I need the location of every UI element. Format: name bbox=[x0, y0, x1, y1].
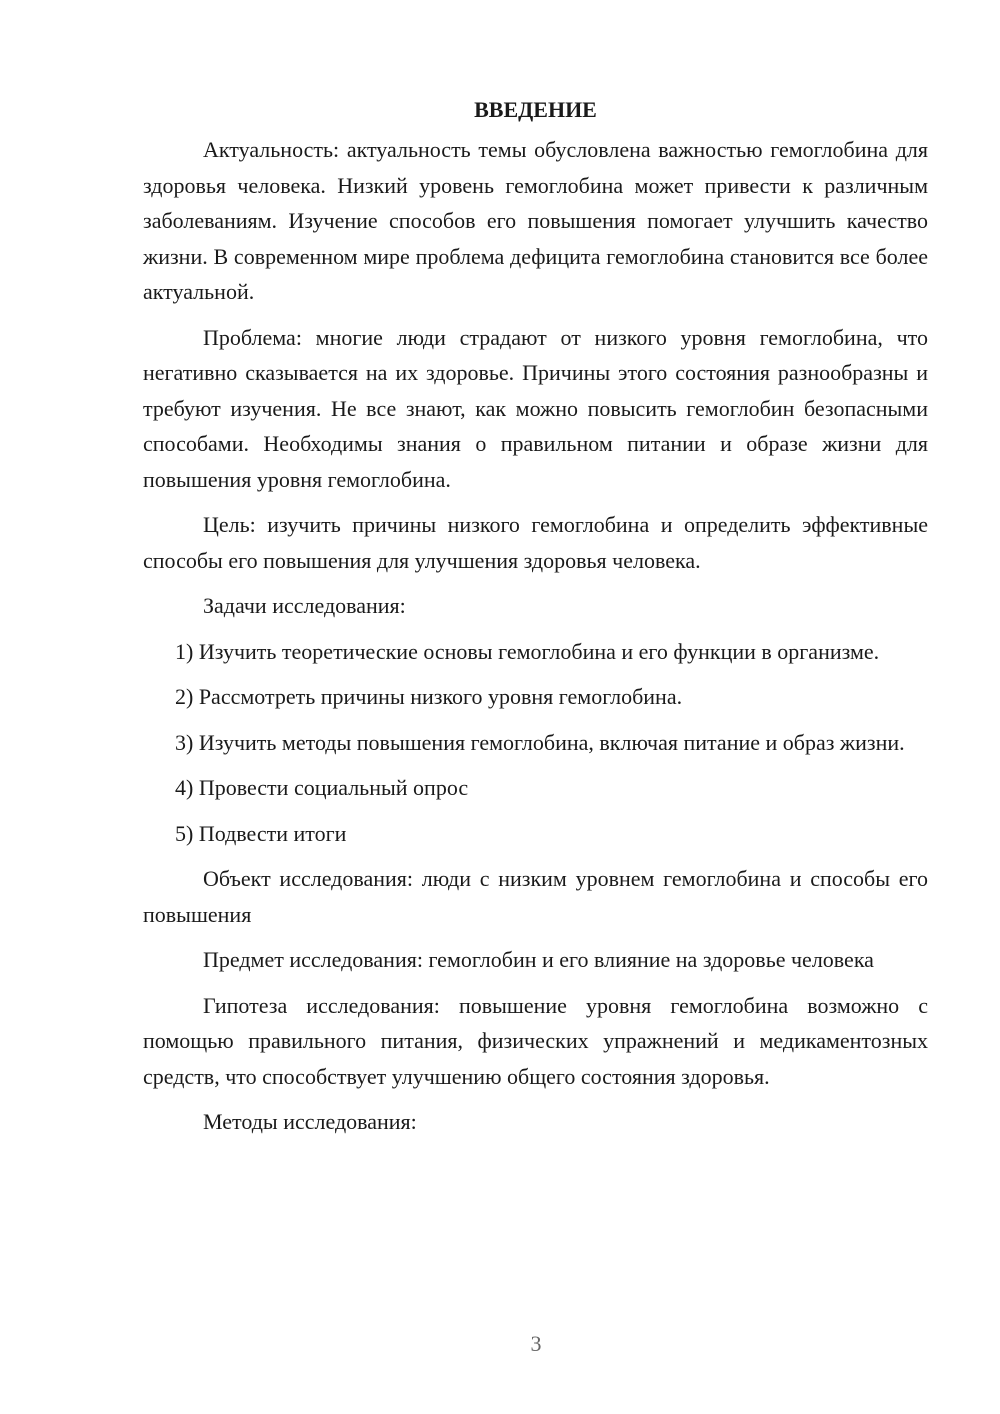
page-number: 3 bbox=[530, 1331, 542, 1356]
paragraph-object: Объект исследования: люди с низким уровнем гемоглобина и способы его повышения bbox=[143, 866, 928, 927]
task-item-3: 3) Изучить методы повышения гемоглобина, включая питание и образ жизни. bbox=[175, 729, 905, 755]
document-page bbox=[143, 92, 928, 1150]
paragraph-problem: Проблема: многие люди страдают от низкого уровня гемоглобина, что негативно сказывается на их здоровье. Причины этого состояния разнообразны и требуют изучения. Не все знают, как можно повысить гемоглобин безопасными способами. Необходимы знания о правильном питании и образе жизни для повышения уровня гемоглобина. bbox=[143, 324, 928, 492]
paragraph-goal: Цель: изучить причины низкого гемоглобина и определить эффективные способы его повышения для улучшения здоровья человека. bbox=[143, 512, 928, 573]
task-item-4: 4) Провести социальный опрос bbox=[175, 775, 469, 800]
paragraph-tasks-title: Задачи исследования: bbox=[203, 593, 406, 618]
task-item-1: 1) Изучить теоретические основы гемоглобина и его функции в организме. bbox=[175, 638, 880, 664]
paragraph-subject: Предмет исследования: гемоглобин и его влияние на здоровье человека bbox=[203, 947, 874, 972]
task-item-2: 2) Рассмотреть причины низкого уровня гемоглобина. bbox=[175, 684, 683, 709]
paragraph-hypothesis: Гипотеза исследования: повышение уровня гемоглобина возможно с помощью правильного питания, физических упражнений и медикаментозных средств, что способствует улучшению общего состояния здоровья. bbox=[143, 992, 928, 1089]
task-item-5: 5) Подвести итоги bbox=[175, 820, 347, 846]
paragraph-methods-title: Методы исследования: bbox=[203, 1109, 417, 1134]
page-title: ВВЕДЕНИЕ bbox=[474, 97, 597, 122]
paragraph-relevance: Актуальность: актуальность темы обусловлена важностью гемоглобина для здоровья человека. Низкий уровень гемоглобина может привести к различным заболеваниям. Изучение способов его повышения помогает улучшить качество жизни. В современном мире проблема дефицита гемоглобина становится все более актуальной. bbox=[143, 137, 928, 304]
